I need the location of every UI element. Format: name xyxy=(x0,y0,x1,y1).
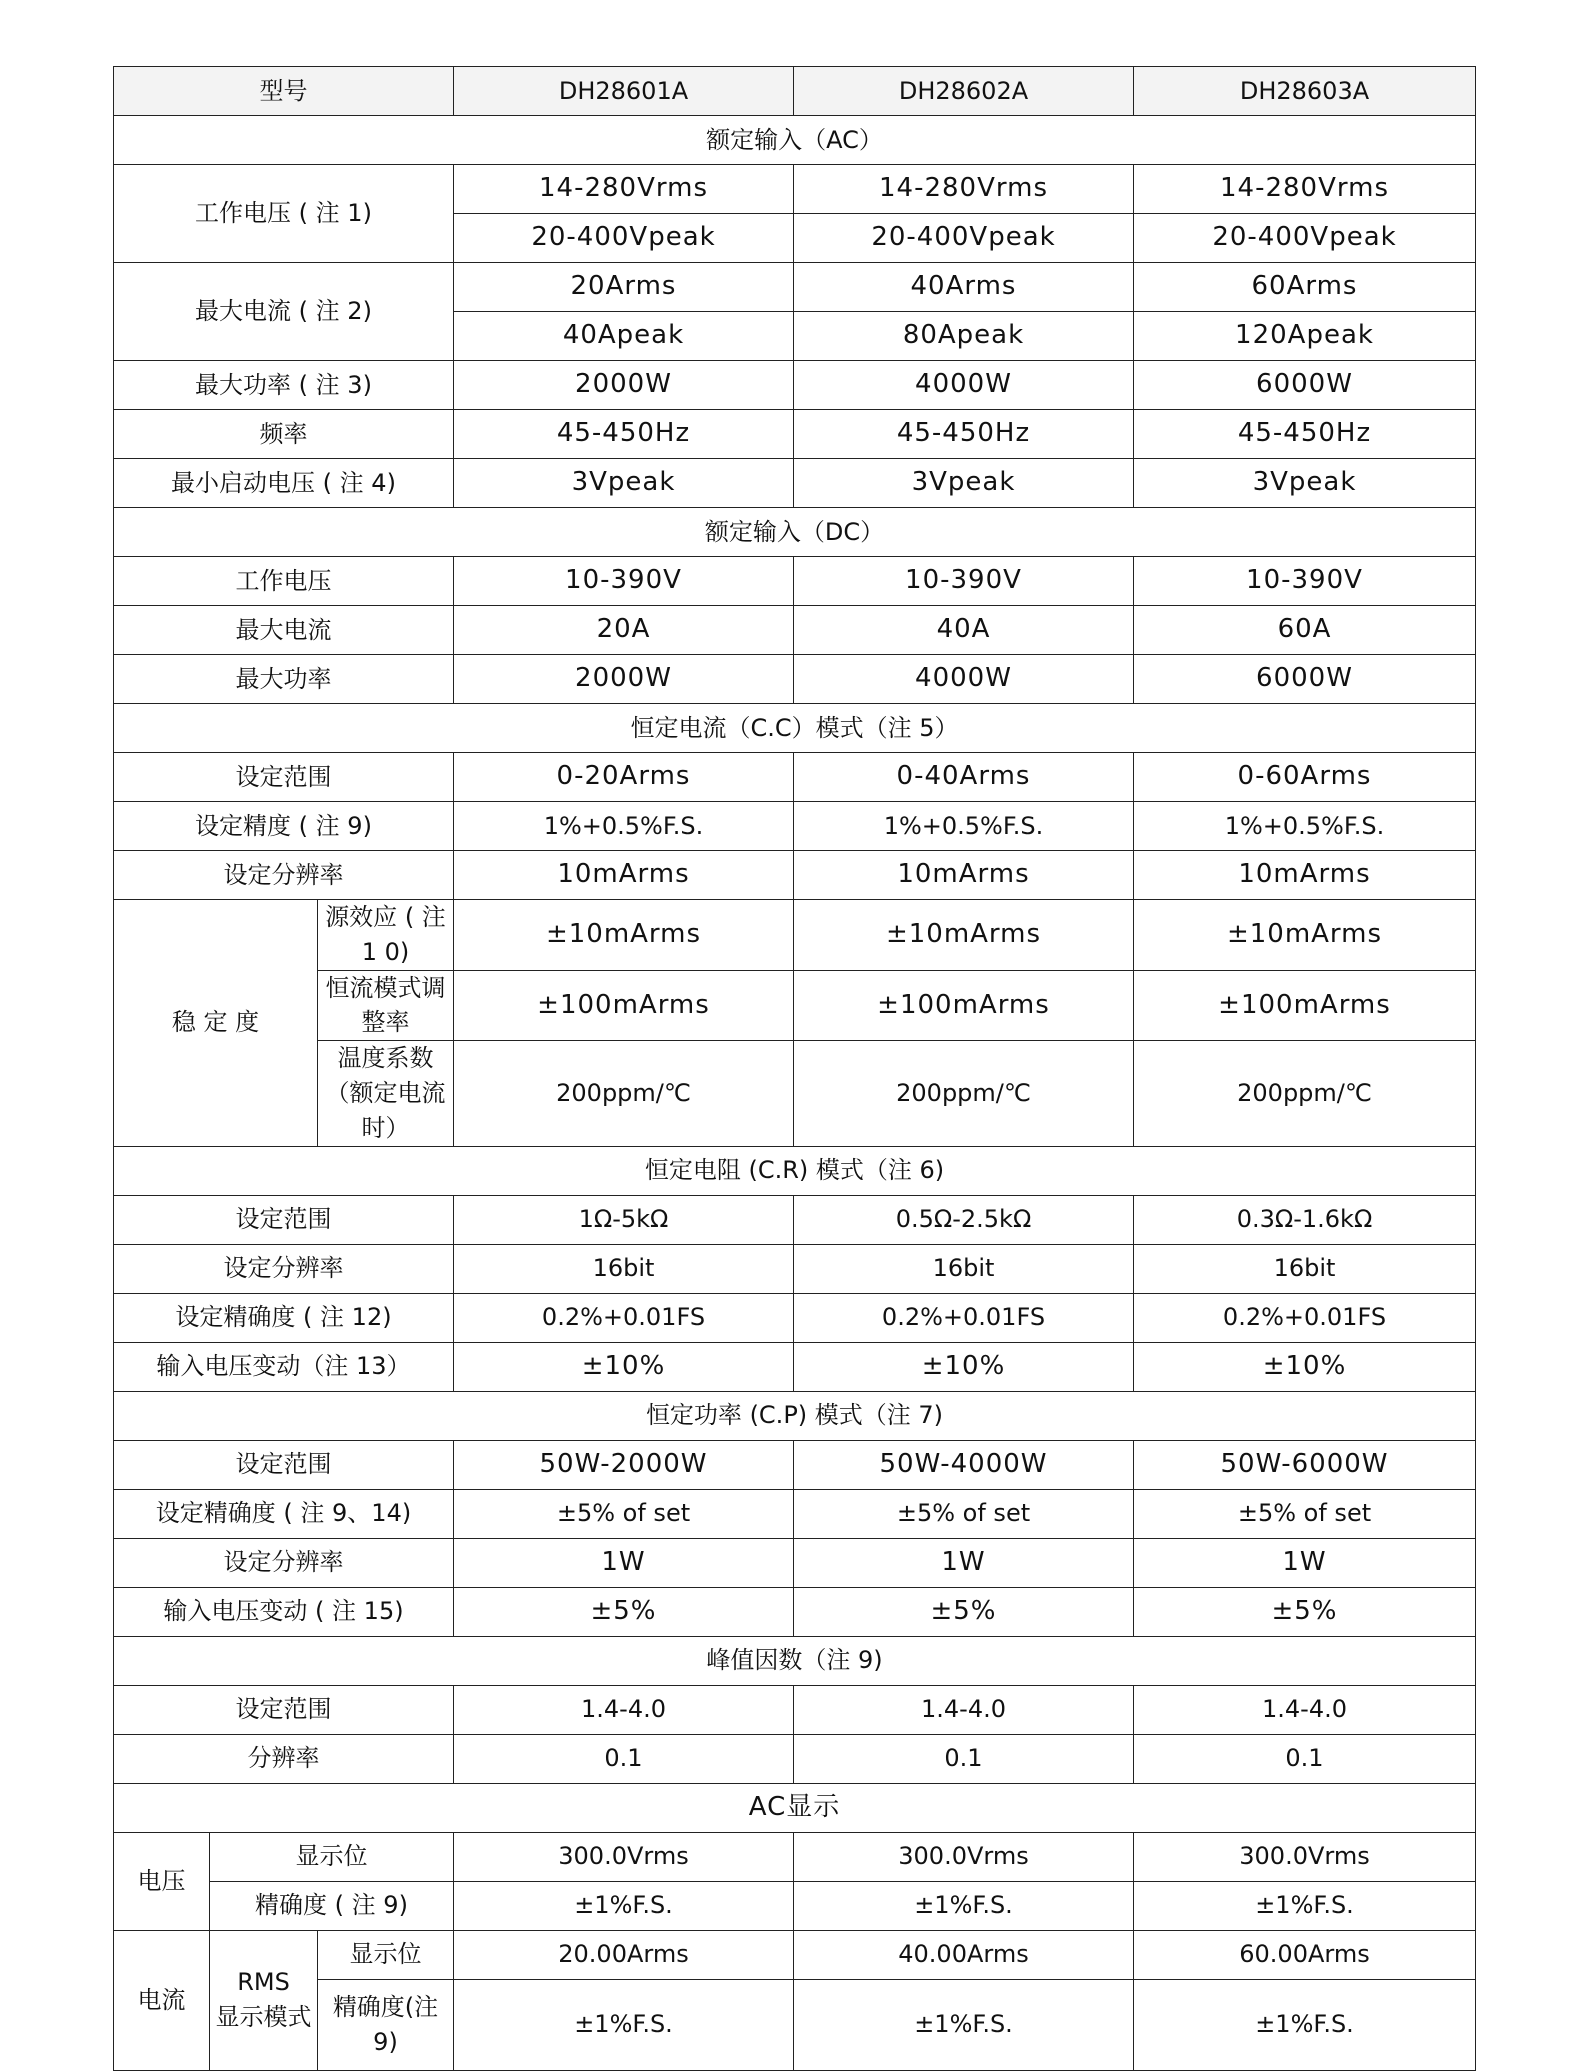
table-cell: 45-450Hz xyxy=(454,410,794,459)
table-cell: 1.4-4.0 xyxy=(1134,1685,1476,1734)
row-label: 设定精度 ( 注 9) xyxy=(114,802,454,851)
table-cell: 0.1 xyxy=(794,1734,1134,1783)
row-label: 工作电压 xyxy=(114,557,454,606)
table-cell: 40Apeak xyxy=(454,312,794,361)
table-cell: ±5% of set xyxy=(1134,1489,1476,1538)
table-cell: 16bit xyxy=(454,1244,794,1293)
table-row xyxy=(114,1440,1476,1489)
row-label: 设定范围 xyxy=(114,753,454,802)
table-cell: ±1%F.S. xyxy=(454,1979,794,2070)
table-row xyxy=(114,1881,1476,1930)
table-cell: 10mArms xyxy=(794,851,1134,900)
spec-table xyxy=(113,66,1476,2071)
section-row xyxy=(114,1636,1476,1685)
table-row xyxy=(114,1587,1476,1636)
table-cell: 14-280Vrms xyxy=(794,165,1134,214)
row-label: 设定分辨率 xyxy=(114,1244,454,1293)
model-label: 型号 xyxy=(114,67,454,116)
current-group-label: 电流 xyxy=(114,1930,210,2070)
table-cell: 120Apeak xyxy=(1134,312,1476,361)
table-cell: 6000W xyxy=(1134,361,1476,410)
row-label: 最大功率 ( 注 3) xyxy=(114,361,454,410)
table-cell: 2000W xyxy=(454,361,794,410)
table-cell: 20.00Arms xyxy=(454,1930,794,1979)
table-cell: 0.2%+0.01FS xyxy=(794,1293,1134,1342)
table-cell: 10mArms xyxy=(454,851,794,900)
rms-display-mode-label xyxy=(210,1930,318,2070)
table-cell: ±1%F.S. xyxy=(794,1979,1134,2070)
table-cell: 60Arms xyxy=(1134,263,1476,312)
table-cell: 45-450Hz xyxy=(794,410,1134,459)
table-cell: 40Arms xyxy=(794,263,1134,312)
table-cell: 14-280Vrms xyxy=(1134,165,1476,214)
section-title-ac-display: AC显示 xyxy=(114,1783,1476,1832)
table-cell: 60.00Arms xyxy=(1134,1930,1476,1979)
row-label: 输入电压变动 ( 注 15) xyxy=(114,1587,454,1636)
section-title-cp-mode: 恒定功率 (C.P) 模式（注 7) xyxy=(114,1391,1476,1440)
table-cell: 0.5Ω-2.5kΩ xyxy=(794,1195,1134,1244)
row-label: 频率 xyxy=(114,410,454,459)
section-title-dc-input: 额定输入（DC） xyxy=(114,508,1476,557)
table-cell: 0.1 xyxy=(454,1734,794,1783)
table-cell: 1W xyxy=(454,1538,794,1587)
row-label: 设定精确度 ( 注 9、14) xyxy=(114,1489,454,1538)
row-label: 设定分辨率 xyxy=(114,851,454,900)
row-label: 最大电流 xyxy=(114,606,454,655)
table-cell: 60A xyxy=(1134,606,1476,655)
row-label: 输入电压变动（注 13） xyxy=(114,1342,454,1391)
table-row xyxy=(114,1489,1476,1538)
table-cell: 6000W xyxy=(1134,655,1476,704)
section-title-cc-mode: 恒定电流（C.C）模式（注 5） xyxy=(114,704,1476,753)
row-label: 设定范围 xyxy=(114,1440,454,1489)
table-cell: 1.4-4.0 xyxy=(794,1685,1134,1734)
section-row xyxy=(114,508,1476,557)
table-cell: 1.4-4.0 xyxy=(454,1685,794,1734)
stability-label: 稳 定 度 xyxy=(114,900,318,1147)
table-cell: 3Vpeak xyxy=(794,459,1134,508)
table-cell: 200ppm/℃ xyxy=(794,1041,1134,1146)
row-label: 工作电压 ( 注 1) xyxy=(114,165,454,263)
table-cell: ±1%F.S. xyxy=(1134,1979,1476,2070)
table-row xyxy=(114,900,1476,971)
table-cell: ±5% of set xyxy=(454,1489,794,1538)
model-name: DH28602A xyxy=(794,67,1134,116)
table-cell: 20-400Vpeak xyxy=(1134,214,1476,263)
table-cell: 2000W xyxy=(454,655,794,704)
table-cell: ±5% of set xyxy=(794,1489,1134,1538)
section-title-ac-input: 额定输入（AC） xyxy=(114,116,1476,165)
table-row xyxy=(114,557,1476,606)
row-label: 精确度(注9) xyxy=(318,1979,454,2070)
table-cell: 1%+0.5%F.S. xyxy=(1134,802,1476,851)
section-title-cr-mode: 恒定电阻 (C.R) 模式（注 6) xyxy=(114,1146,1476,1195)
table-header-row xyxy=(114,67,1476,116)
table-row xyxy=(114,1041,1476,1146)
table-row xyxy=(114,1244,1476,1293)
table-cell: 50W-4000W xyxy=(794,1440,1134,1489)
table-cell: ±100mArms xyxy=(794,970,1134,1041)
table-cell: 4000W xyxy=(794,361,1134,410)
table-row xyxy=(114,1930,1476,1979)
section-row xyxy=(114,1783,1476,1832)
table-cell: 40A xyxy=(794,606,1134,655)
table-cell: 40.00Arms xyxy=(794,1930,1134,1979)
row-label: 分辨率 xyxy=(114,1734,454,1783)
table-row xyxy=(114,1538,1476,1587)
section-title-crest-factor: 峰值因数（注 9) xyxy=(114,1636,1476,1685)
section-row xyxy=(114,116,1476,165)
table-cell: 300.0Vrms xyxy=(794,1832,1134,1881)
table-cell: 0-20Arms xyxy=(454,753,794,802)
row-label: 设定精确度 ( 注 12) xyxy=(114,1293,454,1342)
table-row xyxy=(114,802,1476,851)
table-cell: 50W-2000W xyxy=(454,1440,794,1489)
table-cell: 20-400Vpeak xyxy=(454,214,794,263)
table-cell: 0-60Arms xyxy=(1134,753,1476,802)
row-label: 设定分辨率 xyxy=(114,1538,454,1587)
table-cell: ±5% xyxy=(1134,1587,1476,1636)
table-row xyxy=(114,1832,1476,1881)
table-row xyxy=(114,1342,1476,1391)
table-cell: ±5% xyxy=(454,1587,794,1636)
table-cell: 0.3Ω-1.6kΩ xyxy=(1134,1195,1476,1244)
table-cell: ±10mArms xyxy=(794,900,1134,971)
row-label: 最小启动电压 ( 注 4) xyxy=(114,459,454,508)
table-cell: 80Apeak xyxy=(794,312,1134,361)
table-cell: 3Vpeak xyxy=(454,459,794,508)
table-cell: ±10mArms xyxy=(1134,900,1476,971)
table-cell: 1W xyxy=(794,1538,1134,1587)
table-cell: 4000W xyxy=(794,655,1134,704)
row-label: 源效应 ( 注 1 0) xyxy=(318,900,454,971)
table-cell: 20Arms xyxy=(454,263,794,312)
voltage-group-label: 电压 xyxy=(114,1832,210,1930)
table-row xyxy=(114,1979,1476,2070)
table-cell: ±100mArms xyxy=(1134,970,1476,1041)
table-cell: ±1%F.S. xyxy=(1134,1881,1476,1930)
table-cell: 200ppm/℃ xyxy=(1134,1041,1476,1146)
table-row xyxy=(114,1293,1476,1342)
table-cell: 0.2%+0.01FS xyxy=(454,1293,794,1342)
table-cell: 20A xyxy=(454,606,794,655)
table-cell: 1W xyxy=(1134,1538,1476,1587)
table-cell: ±1%F.S. xyxy=(454,1881,794,1930)
table-row xyxy=(114,655,1476,704)
table-row xyxy=(114,410,1476,459)
row-label: 最大电流 ( 注 2) xyxy=(114,263,454,361)
table-row xyxy=(114,753,1476,802)
table-cell: 10-390V xyxy=(454,557,794,606)
table-cell: ±5% xyxy=(794,1587,1134,1636)
table-row xyxy=(114,1734,1476,1783)
display-mode-label: 显示模式 xyxy=(215,2003,312,2032)
table-cell: 1%+0.5%F.S. xyxy=(794,802,1134,851)
table-row xyxy=(114,459,1476,508)
table-row xyxy=(114,1685,1476,1734)
table-cell: ±10% xyxy=(454,1342,794,1391)
row-label: 最大功率 xyxy=(114,655,454,704)
table-cell: 300.0Vrms xyxy=(1134,1832,1476,1881)
table-cell: 45-450Hz xyxy=(1134,410,1476,459)
row-label: 设定范围 xyxy=(114,1685,454,1734)
section-row xyxy=(114,704,1476,753)
table-cell: 1%+0.5%F.S. xyxy=(454,802,794,851)
table-cell: 10-390V xyxy=(1134,557,1476,606)
table-cell: 50W-6000W xyxy=(1134,1440,1476,1489)
row-label: 设定范围 xyxy=(114,1195,454,1244)
table-row xyxy=(114,970,1476,1041)
table-cell: 1Ω-5kΩ xyxy=(454,1195,794,1244)
model-name: DH28601A xyxy=(454,67,794,116)
table-cell: ±10mArms xyxy=(454,900,794,971)
table-cell: 3Vpeak xyxy=(1134,459,1476,508)
row-label: 恒流模式调整率 xyxy=(318,970,454,1041)
table-cell: 300.0Vrms xyxy=(454,1832,794,1881)
table-cell: 200ppm/℃ xyxy=(454,1041,794,1146)
table-cell: ±10% xyxy=(794,1342,1134,1391)
model-name: DH28603A xyxy=(1134,67,1476,116)
table-cell: 10mArms xyxy=(1134,851,1476,900)
table-row xyxy=(114,263,1476,312)
section-row xyxy=(114,1146,1476,1195)
table-cell: ±100mArms xyxy=(454,970,794,1041)
table-row xyxy=(114,606,1476,655)
table-cell: ±1%F.S. xyxy=(794,1881,1134,1930)
table-cell: 16bit xyxy=(794,1244,1134,1293)
row-label: 显示位 xyxy=(318,1930,454,1979)
row-label: 精确度 ( 注 9) xyxy=(210,1881,454,1930)
table-row xyxy=(114,1195,1476,1244)
table-cell: 0-40Arms xyxy=(794,753,1134,802)
rms-label: RMS xyxy=(237,1968,290,1997)
table-cell: ±10% xyxy=(1134,1342,1476,1391)
table-cell: 14-280Vrms xyxy=(454,165,794,214)
table-row xyxy=(114,165,1476,214)
row-label: 温度系数（额定电流时） xyxy=(318,1041,454,1146)
table-cell: 16bit xyxy=(1134,1244,1476,1293)
section-row xyxy=(114,1391,1476,1440)
table-row xyxy=(114,361,1476,410)
table-cell: 20-400Vpeak xyxy=(794,214,1134,263)
table-row xyxy=(114,851,1476,900)
table-cell: 0.2%+0.01FS xyxy=(1134,1293,1476,1342)
table-cell: 10-390V xyxy=(794,557,1134,606)
table-cell: 0.1 xyxy=(1134,1734,1476,1783)
row-label: 显示位 xyxy=(210,1832,454,1881)
